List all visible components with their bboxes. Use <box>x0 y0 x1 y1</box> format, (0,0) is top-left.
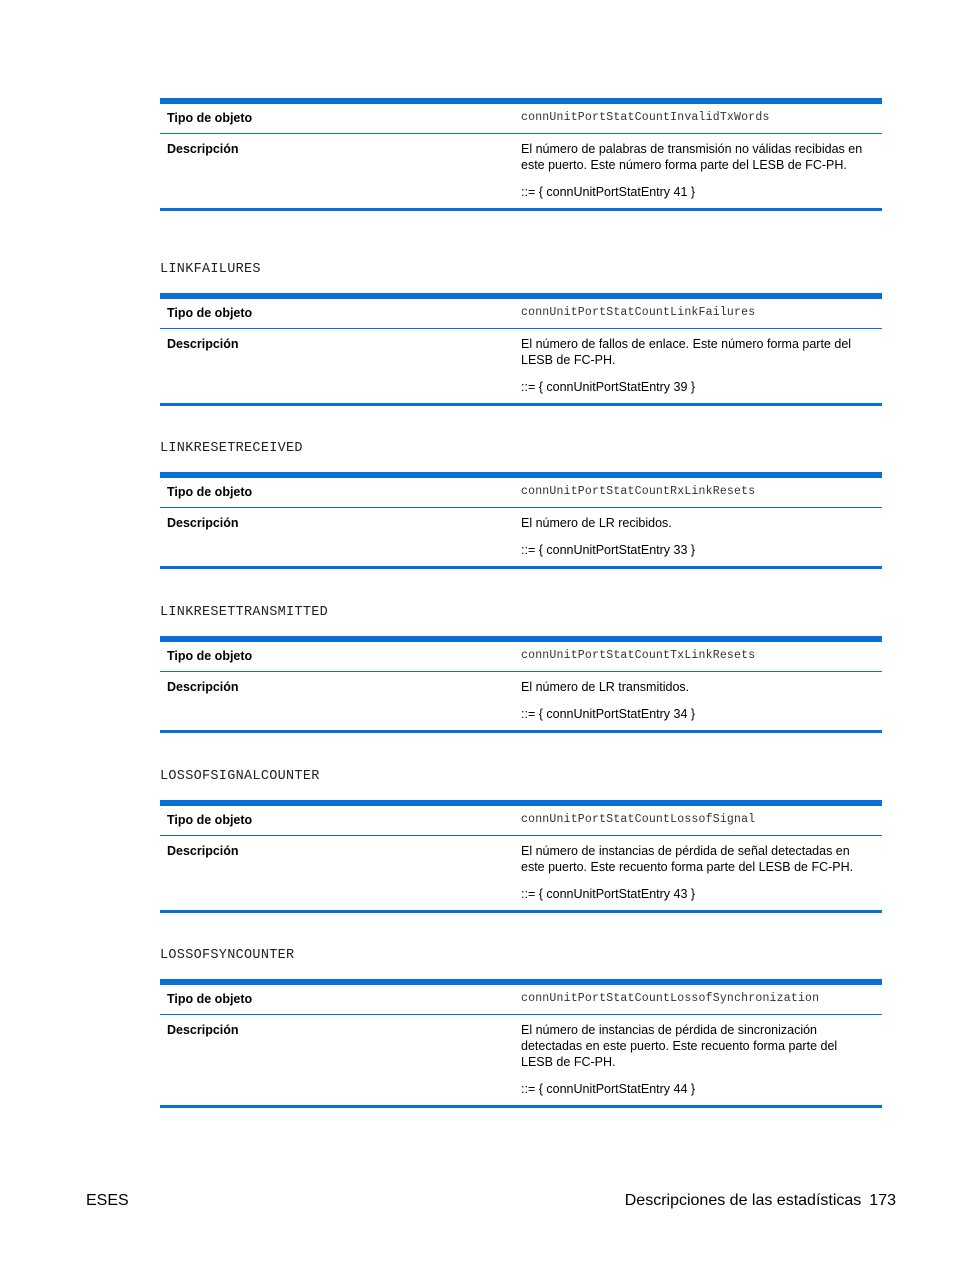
description-text: El número de instancias de pérdida de sincronización detectadas en este puerto. Este recuento forma parte del LESB de FC-PH. <box>521 1023 838 1069</box>
object-type-value: connUnitPortStatCountTxLinkResets <box>521 649 756 662</box>
description-value <box>521 515 882 558</box>
object-type-value: connUnitPortStatCountLossofSignal <box>521 813 756 826</box>
description-assignment: ::= { connUnitPortStatEntry 44 } <box>521 1082 696 1096</box>
description-label: Descripción <box>167 1023 239 1037</box>
footer-title: Descripciones de las estadísticas <box>624 1192 862 1209</box>
description-assignment: ::= { connUnitPortStatEntry 41 } <box>521 185 696 199</box>
description-value <box>521 141 882 200</box>
section-linkresettransmitted <box>160 605 882 733</box>
description-label: Descripción <box>167 337 239 351</box>
description-assignment: ::= { connUnitPortStatEntry 33 } <box>521 543 696 557</box>
section-invalid-tx-words <box>160 98 882 211</box>
object-type-row <box>160 104 882 134</box>
object-table <box>160 293 882 406</box>
section-lossofsignalcounter <box>160 769 882 913</box>
description-label: Descripción <box>167 680 239 694</box>
object-type-row <box>160 478 882 508</box>
object-type-row <box>160 985 882 1015</box>
section-heading: LINKRESETTRANSMITTED <box>160 605 329 620</box>
section-linkfailures <box>160 262 882 406</box>
description-text: El número de LR transmitidos. <box>521 680 690 694</box>
description-assignment: ::= { connUnitPortStatEntry 43 } <box>521 887 696 901</box>
object-type-row <box>160 299 882 329</box>
object-type-label: Tipo de objeto <box>167 111 253 125</box>
description-row <box>160 508 882 566</box>
section-heading: LOSSOFSYNCOUNTER <box>160 948 295 963</box>
section-heading: LOSSOFSIGNALCOUNTER <box>160 769 320 784</box>
description-label: Descripción <box>167 142 239 156</box>
object-type-value: connUnitPortStatCountRxLinkResets <box>521 485 756 498</box>
object-table <box>160 472 882 569</box>
object-type-label: Tipo de objeto <box>167 649 253 663</box>
object-type-value: connUnitPortStatCountLinkFailures <box>521 306 756 319</box>
description-text: El número de palabras de transmisión no válidas recibidas en este puerto. Este número forma parte del LESB de FC-PH. <box>521 142 863 172</box>
section-heading: LINKRESETRECEIVED <box>160 441 303 456</box>
description-row <box>160 836 882 910</box>
description-value <box>521 679 882 722</box>
description-text: El número de LR recibidos. <box>521 516 672 530</box>
object-type-label: Tipo de objeto <box>167 813 253 827</box>
description-value <box>521 336 882 395</box>
description-row <box>160 672 882 730</box>
object-table <box>160 636 882 733</box>
section-heading: LINKFAILURES <box>160 262 261 277</box>
footer-locale: ESES <box>86 1192 129 1209</box>
object-type-value: connUnitPortStatCountLossofSynchronization <box>521 992 820 1005</box>
description-row <box>160 329 882 403</box>
page-number: 173 <box>869 1192 896 1209</box>
object-type-label: Tipo de objeto <box>167 306 253 320</box>
description-text: El número de fallos de enlace. Este número forma parte del LESB de FC-PH. <box>521 337 852 367</box>
description-assignment: ::= { connUnitPortStatEntry 39 } <box>521 380 696 394</box>
description-row <box>160 134 882 208</box>
description-value <box>521 1022 882 1097</box>
object-type-label: Tipo de objeto <box>167 992 253 1006</box>
description-row <box>160 1015 882 1105</box>
object-type-value: connUnitPortStatCountInvalidTxWords <box>521 111 770 124</box>
section-lossofsyncounter <box>160 948 882 1108</box>
object-type-row <box>160 806 882 836</box>
description-label: Descripción <box>167 844 239 858</box>
object-type-label: Tipo de objeto <box>167 485 253 499</box>
description-value <box>521 843 882 902</box>
description-assignment: ::= { connUnitPortStatEntry 34 } <box>521 707 696 721</box>
object-table <box>160 800 882 913</box>
section-linkresetreceived <box>160 441 882 569</box>
description-label: Descripción <box>167 516 239 530</box>
description-text: El número de instancias de pérdida de señal detectadas en este puerto. Este recuento forma parte del LESB de FC-PH. <box>521 844 854 874</box>
object-table <box>160 98 882 211</box>
object-type-row <box>160 642 882 672</box>
footer-chapter <box>625 1191 896 1211</box>
object-table <box>160 979 882 1108</box>
